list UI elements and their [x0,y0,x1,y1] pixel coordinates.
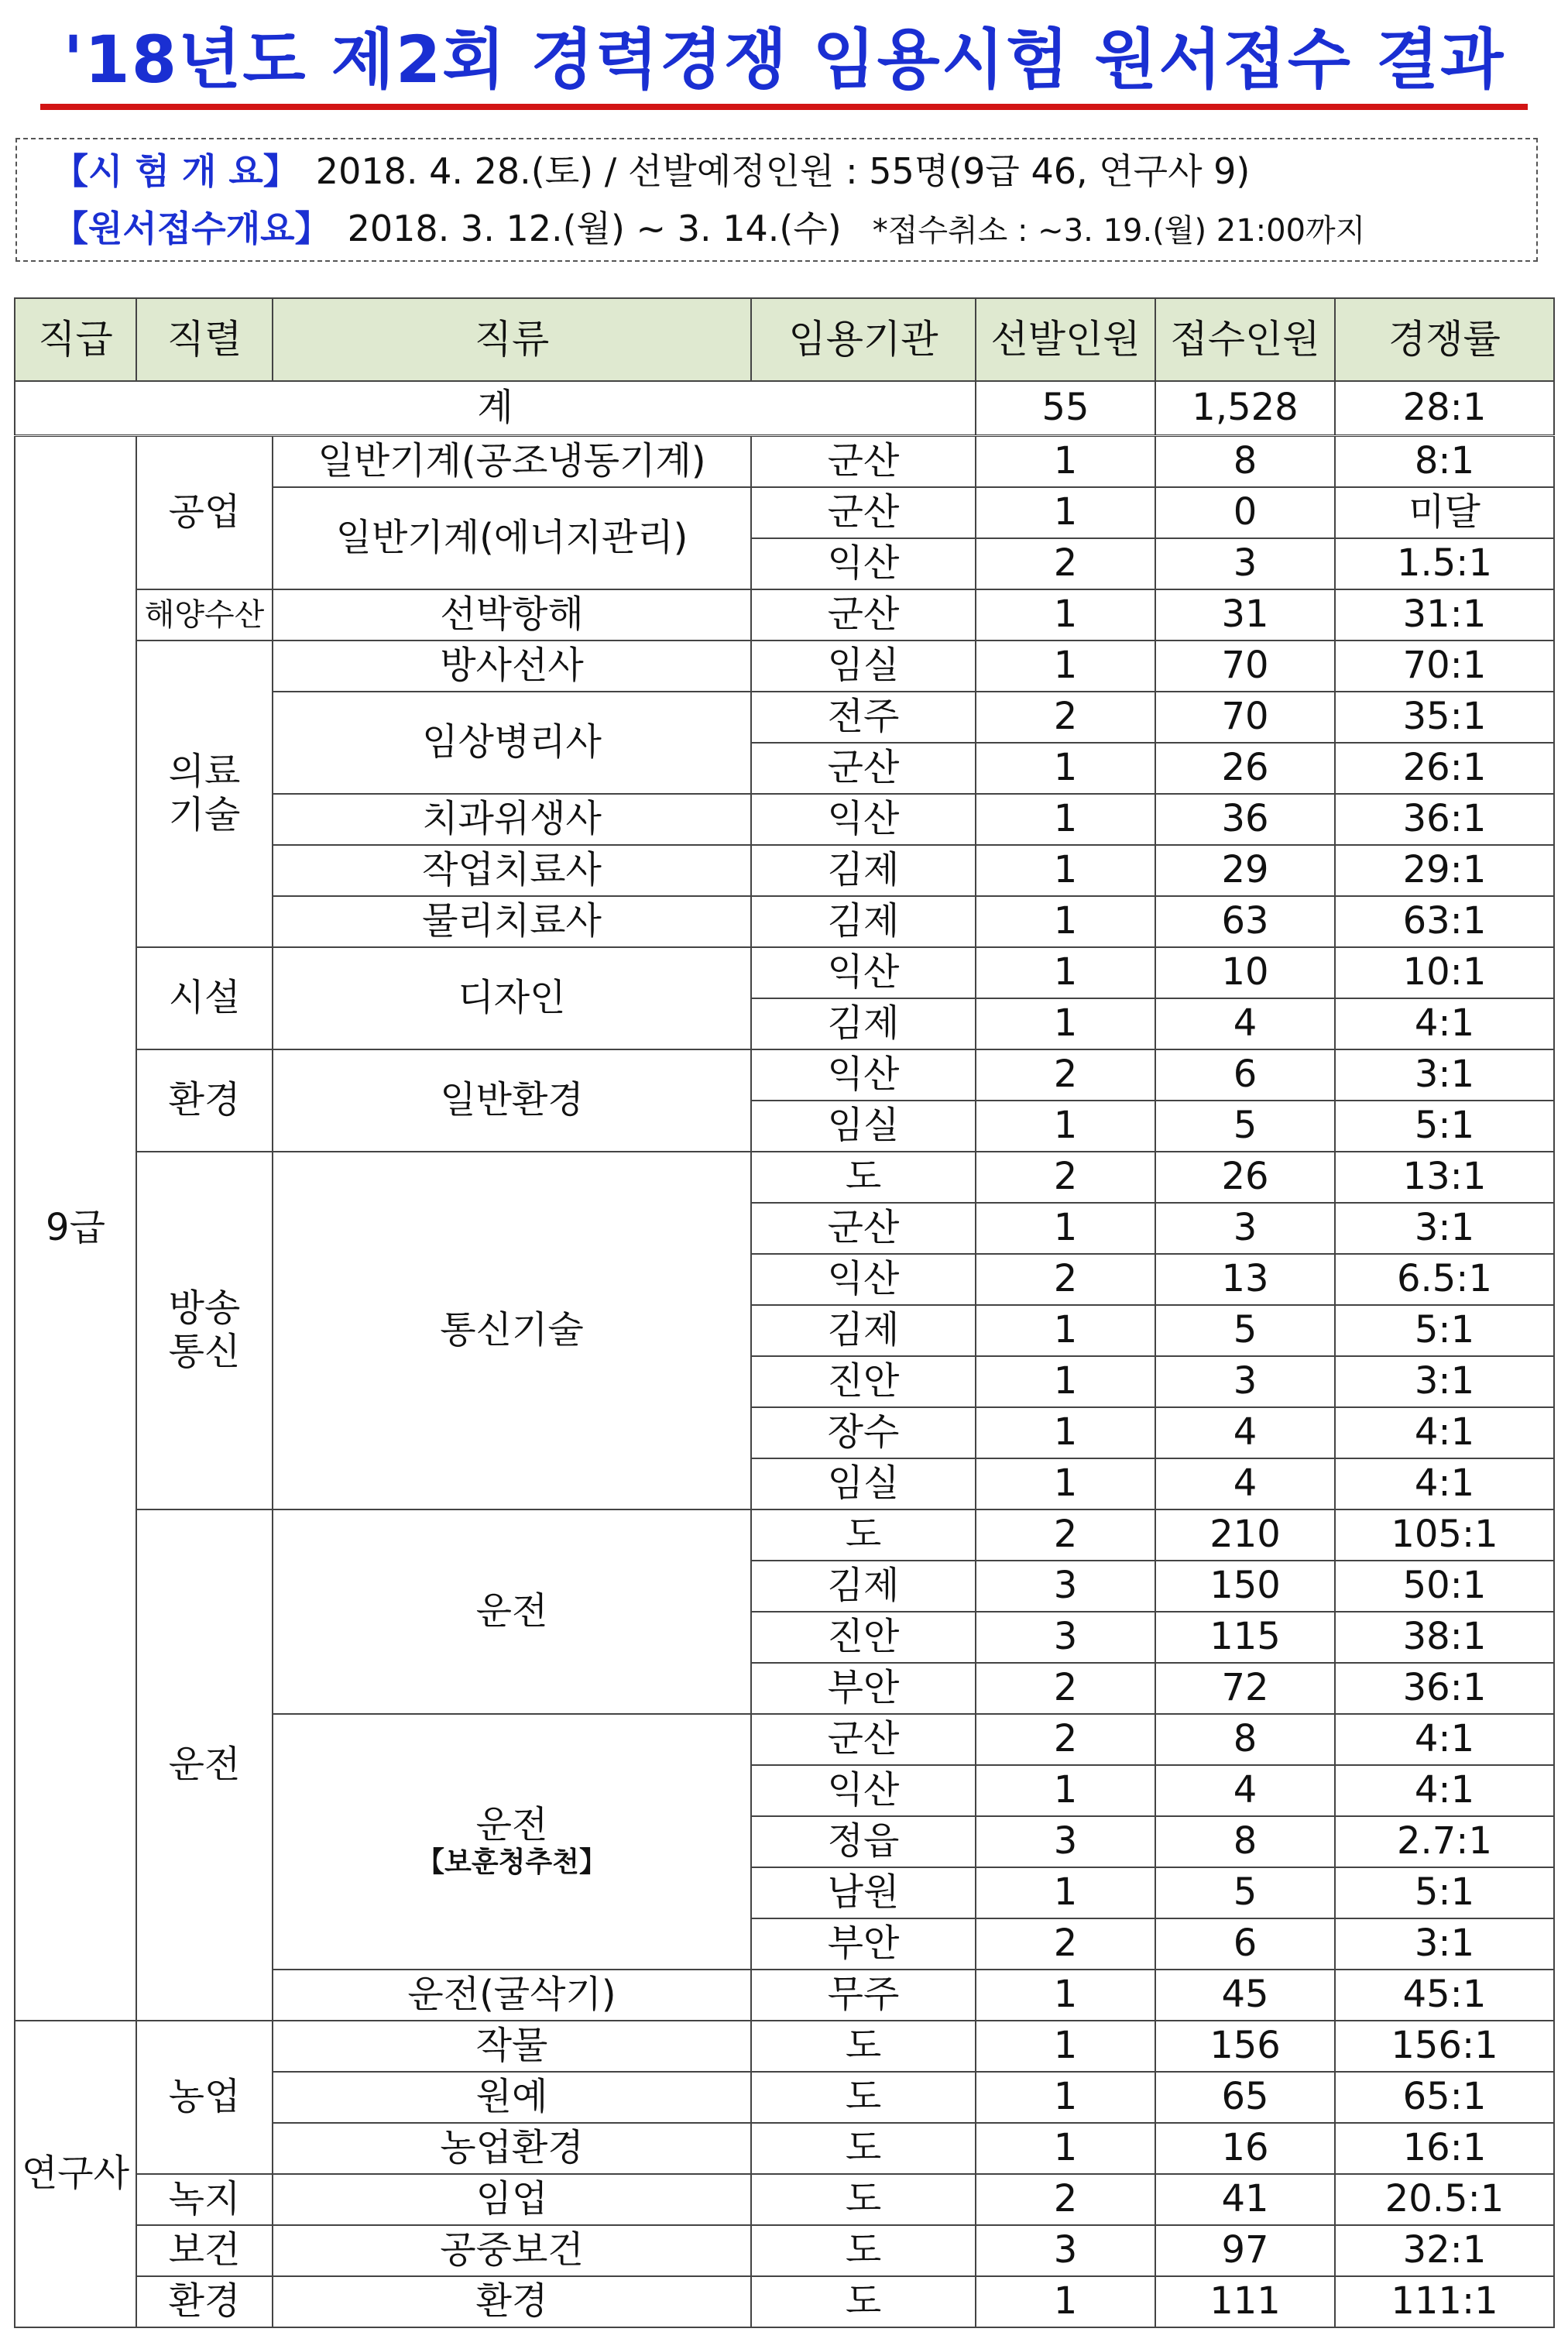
selected-cell: 1 [976,1765,1155,1816]
applied-cell: 6 [1155,1918,1335,1970]
agency-cell: 진안 [751,1356,976,1407]
selected-cell: 1 [976,1356,1155,1407]
applied-cell: 29 [1155,845,1335,896]
agency-cell: 장수 [751,1407,976,1458]
agency-cell: 군산 [751,589,976,641]
ratio-cell: 4:1 [1335,1458,1554,1509]
applied-cell: 0 [1155,487,1335,538]
table-row [15,2021,1554,2072]
applied-cell: 156 [1155,2021,1335,2072]
header-agency: 임용기관 [751,298,976,381]
class-cell: 일반기계(공조냉동기계) [273,436,751,487]
selected-cell: 2 [976,1254,1155,1305]
header-selected: 선발인원 [976,298,1155,381]
ratio-cell: 50:1 [1335,1561,1554,1612]
selected-cell: 1 [976,2276,1155,2327]
applied-cell: 16 [1155,2123,1335,2174]
agency-cell: 김제 [751,1561,976,1612]
ratio-cell: 4:1 [1335,1407,1554,1458]
selected-cell: 3 [976,2225,1155,2276]
ratio-cell: 3:1 [1335,1918,1554,1970]
ratio-cell: 3:1 [1335,1356,1554,1407]
applied-cell: 4 [1155,1458,1335,1509]
ratio-cell: 65:1 [1335,2072,1554,2123]
selected-cell: 2 [976,692,1155,743]
table-row [15,589,1554,641]
header-series: 직렬 [136,298,273,381]
veterans-recommendation-note: 【보훈청추천】 [417,1846,607,1879]
class-cell: 임업 [273,2174,751,2225]
applied-cell: 115 [1155,1612,1335,1663]
applied-cell: 5 [1155,1101,1335,1152]
agency-cell: 전주 [751,692,976,743]
ratio-cell: 111:1 [1335,2276,1554,2327]
selected-cell: 2 [976,2174,1155,2225]
applied-cell: 97 [1155,2225,1335,2276]
ratio-cell: 70:1 [1335,641,1554,692]
cancel-deadline-note: *접수취소 : ~3. 19.(월) 21:00까지 [872,213,1366,249]
class-cell: 치과위생사 [273,794,751,845]
selected-cell: 1 [976,436,1155,487]
ratio-cell: 4:1 [1335,998,1554,1049]
ratio-cell: 45:1 [1335,1970,1554,2021]
selected-cell: 1 [976,1203,1155,1254]
selected-cell: 1 [976,1867,1155,1918]
ratio-cell: 13:1 [1335,1152,1554,1203]
total-row [15,381,1554,436]
selected-cell: 2 [976,1152,1155,1203]
agency-cell: 군산 [751,1714,976,1765]
class-cell: 환경 [273,2276,751,2327]
ratio-cell: 8:1 [1335,436,1554,487]
series-cell: 운전 [136,1509,273,2021]
applied-cell: 4 [1155,1765,1335,1816]
agency-cell: 임실 [751,1101,976,1152]
applied-cell: 70 [1155,641,1335,692]
applied-cell: 3 [1155,538,1335,589]
selected-cell: 2 [976,1049,1155,1101]
series-cell: 농업 [136,2021,273,2174]
selected-cell: 2 [976,538,1155,589]
total-label: 계 [15,381,976,436]
selected-cell: 3 [976,1612,1155,1663]
table-row [15,1509,1554,1561]
ratio-cell: 5:1 [1335,1867,1554,1918]
class-cell: 통신기술 [273,1152,751,1509]
series-cell: 시설 [136,947,273,1049]
class-cell: 선박항해 [273,589,751,641]
agency-cell: 도 [751,2072,976,2123]
ratio-cell: 29:1 [1335,845,1554,896]
applied-cell: 8 [1155,1714,1335,1765]
table-row [15,947,1554,998]
selected-cell: 1 [976,2072,1155,2123]
selected-cell: 2 [976,1509,1155,1561]
applied-cell: 10 [1155,947,1335,998]
header-grade: 직급 [15,298,136,381]
agency-cell: 익산 [751,1254,976,1305]
class-cell: 운전(굴삭기) [273,1970,751,2021]
agency-cell: 익산 [751,538,976,589]
grade-cell: 9급 [15,436,136,2021]
exam-overview-line [53,144,1250,198]
header-applied: 접수인원 [1155,298,1335,381]
applied-cell: 4 [1155,1407,1335,1458]
selected-cell: 2 [976,1918,1155,1970]
applied-cell: 70 [1155,692,1335,743]
agency-cell: 도 [751,2021,976,2072]
class-cell: 작물 [273,2021,751,2072]
selected-cell: 1 [976,794,1155,845]
selected-cell: 2 [976,1663,1155,1714]
total-applied: 1,528 [1155,381,1335,436]
ratio-cell: 63:1 [1335,896,1554,947]
agency-cell: 익산 [751,1049,976,1101]
selected-cell: 1 [976,2021,1155,2072]
applied-cell: 6 [1155,1049,1335,1101]
applied-cell: 13 [1155,1254,1335,1305]
selected-cell: 1 [976,1458,1155,1509]
agency-cell: 군산 [751,487,976,538]
exam-overview-text: 2018. 4. 28.(토) / 선발예정인원 : 55명(9급 46, 연구사 9) [315,150,1251,192]
selected-cell: 1 [976,998,1155,1049]
class-cell: 공중보건 [273,2225,751,2276]
selected-cell: 1 [976,1970,1155,2021]
applied-cell: 31 [1155,589,1335,641]
ratio-cell: 5:1 [1335,1101,1554,1152]
ratio-cell: 10:1 [1335,947,1554,998]
selected-cell: 1 [976,2123,1155,2174]
class-cell: 방사선사 [273,641,751,692]
ratio-cell: 6.5:1 [1335,1254,1554,1305]
ratio-cell: 미달 [1335,487,1554,538]
agency-cell: 군산 [751,743,976,794]
table-row [15,2174,1554,2225]
agency-cell: 군산 [751,1203,976,1254]
series-cell: 방송 통신 [136,1152,273,1509]
series-cell: 공업 [136,436,273,589]
ratio-cell: 4:1 [1335,1714,1554,1765]
agency-cell: 부안 [751,1663,976,1714]
selected-cell: 1 [976,947,1155,998]
selected-cell: 1 [976,743,1155,794]
table-header-row [15,298,1554,381]
agency-cell: 임실 [751,641,976,692]
agency-cell: 군산 [751,436,976,487]
agency-cell: 김제 [751,845,976,896]
series-cell: 환경 [136,1049,273,1152]
results-table [14,297,1555,2328]
agency-cell: 익산 [751,794,976,845]
agency-cell: 도 [751,2276,976,2327]
agency-cell: 도 [751,1152,976,1203]
applied-cell: 5 [1155,1867,1335,1918]
ratio-cell: 2.7:1 [1335,1816,1554,1867]
table-row [15,436,1554,487]
total-selected: 55 [976,381,1155,436]
ratio-cell: 36:1 [1335,794,1554,845]
applied-cell: 45 [1155,1970,1335,2021]
selected-cell: 1 [976,487,1155,538]
overview-box [15,138,1538,262]
ratio-cell: 105:1 [1335,1509,1554,1561]
total-ratio: 28:1 [1335,381,1554,436]
header-ratio: 경쟁률 [1335,298,1554,381]
applied-cell: 36 [1155,794,1335,845]
ratio-cell: 31:1 [1335,589,1554,641]
agency-cell: 김제 [751,896,976,947]
class-cell [273,1714,751,1970]
ratio-cell: 4:1 [1335,1765,1554,1816]
header-class: 직류 [273,298,751,381]
application-overview-label: 【원서접수개요】 [53,208,331,249]
agency-cell: 정읍 [751,1816,976,1867]
table-row [15,2225,1554,2276]
ratio-cell: 156:1 [1335,2021,1554,2072]
agency-cell: 김제 [751,998,976,1049]
applied-cell: 210 [1155,1509,1335,1561]
application-overview-line [53,201,1365,256]
class-cell: 농업환경 [273,2123,751,2174]
applied-cell: 63 [1155,896,1335,947]
ratio-cell: 32:1 [1335,2225,1554,2276]
table-row [15,1049,1554,1101]
ratio-cell: 38:1 [1335,1612,1554,1663]
applied-cell: 111 [1155,2276,1335,2327]
class-cell: 원예 [273,2072,751,2123]
applied-cell: 3 [1155,1203,1335,1254]
exam-overview-label: 【시 험 개 요】 [53,150,299,192]
class-cell: 디자인 [273,947,751,1049]
selected-cell: 1 [976,589,1155,641]
selected-cell: 2 [976,1714,1155,1765]
class-cell: 작업치료사 [273,845,751,896]
class-cell: 일반기계(에너지관리) [273,487,751,589]
title-underline [40,104,1528,110]
agency-cell: 익산 [751,947,976,998]
agency-cell: 도 [751,2174,976,2225]
selected-cell: 1 [976,641,1155,692]
agency-cell: 김제 [751,1305,976,1356]
applied-cell: 26 [1155,743,1335,794]
class-cell: 임상병리사 [273,692,751,794]
applied-cell: 8 [1155,436,1335,487]
agency-cell: 진안 [751,1612,976,1663]
class-cell: 일반환경 [273,1049,751,1152]
agency-cell: 무주 [751,1970,976,2021]
applied-cell: 5 [1155,1305,1335,1356]
agency-cell: 임실 [751,1458,976,1509]
agency-cell: 부안 [751,1918,976,1970]
applied-cell: 65 [1155,2072,1335,2123]
table-row [15,2276,1554,2327]
ratio-cell: 5:1 [1335,1305,1554,1356]
selected-cell: 1 [976,845,1155,896]
applied-cell: 8 [1155,1816,1335,1867]
series-cell: 녹지 [136,2174,273,2225]
ratio-cell: 35:1 [1335,692,1554,743]
ratio-cell: 16:1 [1335,2123,1554,2174]
applied-cell: 150 [1155,1561,1335,1612]
application-period-text: 2018. 3. 12.(월) ~ 3. 14.(수) [347,208,842,249]
selected-cell: 1 [976,1305,1155,1356]
table-row [15,1152,1554,1203]
selected-cell: 3 [976,1561,1155,1612]
ratio-cell: 36:1 [1335,1663,1554,1714]
applied-cell: 3 [1155,1356,1335,1407]
ratio-cell: 3:1 [1335,1203,1554,1254]
applied-cell: 4 [1155,998,1335,1049]
page-title: '18년도 제2회 경력경쟁 임용시험 원서접수 결과 [63,22,1505,98]
grade-cell: 연구사 [15,2021,136,2327]
class-cell: 물리치료사 [273,896,751,947]
ratio-cell: 26:1 [1335,743,1554,794]
applied-cell: 72 [1155,1663,1335,1714]
selected-cell: 1 [976,896,1155,947]
applied-cell: 41 [1155,2174,1335,2225]
selected-cell: 1 [976,1101,1155,1152]
ratio-cell: 3:1 [1335,1049,1554,1101]
selected-cell: 3 [976,1816,1155,1867]
agency-cell: 도 [751,1509,976,1561]
series-cell: 해양수산 [136,589,273,641]
series-cell: 보건 [136,2225,273,2276]
series-cell: 의료 기술 [136,641,273,947]
ratio-cell: 20.5:1 [1335,2174,1554,2225]
agency-cell: 도 [751,2123,976,2174]
class-label: 운전 [475,1803,548,1847]
applied-cell: 26 [1155,1152,1335,1203]
ratio-cell: 1.5:1 [1335,538,1554,589]
selected-cell: 1 [976,1407,1155,1458]
series-cell: 환경 [136,2276,273,2327]
agency-cell: 남원 [751,1867,976,1918]
table-row [15,641,1554,692]
agency-cell: 도 [751,2225,976,2276]
agency-cell: 익산 [751,1765,976,1816]
class-cell: 운전 [273,1509,751,1714]
